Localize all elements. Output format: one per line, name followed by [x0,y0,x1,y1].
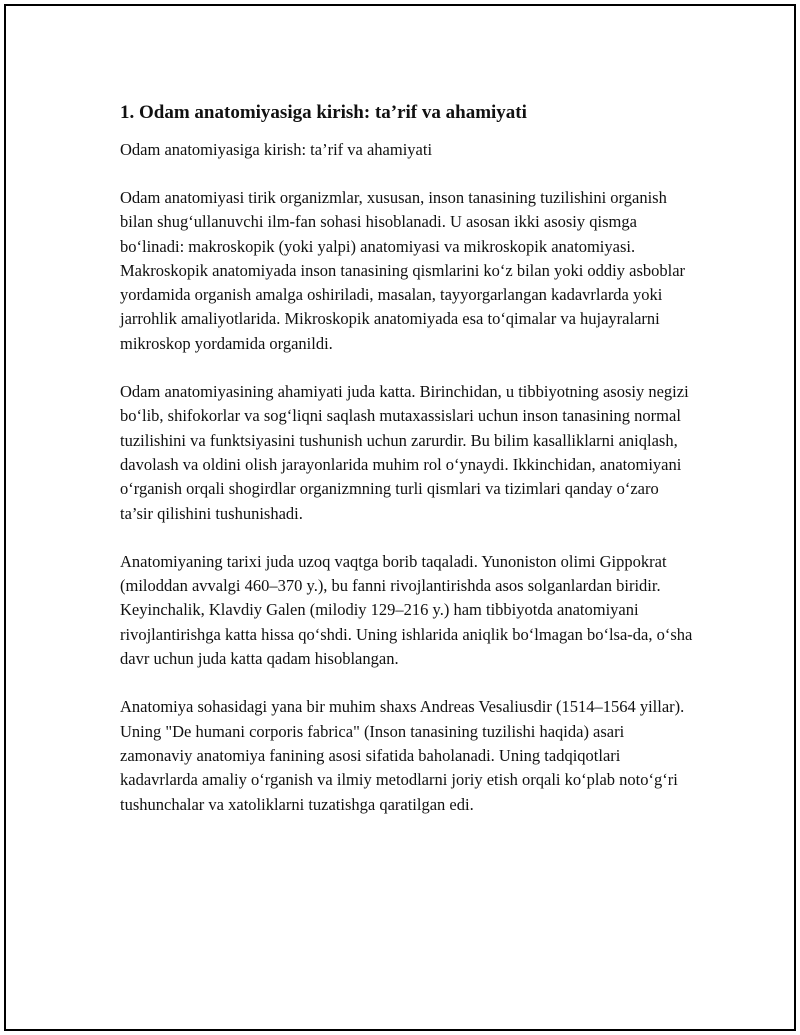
document-body [120,100,695,841]
paragraph-vesalius: Anatomiya sohasidagi yana bir muhim shaxs Andreas Vesaliusdir (1514–1564 yillar). Uning "De humani corporis fabrica" (Inson tanasining tuzilishi haqida) asari zamonaviy anatomiya fanining asosi sifatida baholanadi. Uning tadqiqotlari kadavrlarda amaliy o‘rganish va ilmiy metodlarni joriy etish orqali ko‘plab noto‘g‘ri tushunchalar va xatoliklarni tuzatishga qaratilgan edi. [120,697,685,814]
section-heading: 1. Odam anatomiyasiga kirish: ta’rif va ahamiyati [120,102,527,123]
paragraph-definition: Odam anatomiyasi tirik organizmlar, xususan, inson tanasining tuzilishini organish bilan shug‘ullanuvchi ilm-fan sohasi hisoblanadi. U asosan ikki asosiy qismga bo‘linadi: makroskopik (yoki yalpi) anatomiyasi va mikroskopik anatomiyasi. Makroskopik anatomiyada inson tanasining qismlarini ko‘z bilan yoki oddiy asboblar yordamida organish amalga oshiriladi, masalan, tayyorgarlangan kadavrlarda yoki jarrohlik amaliyotlarida. Mikroskopik anatomiyada esa to‘qimalar va hujayralarni mikroskop yordamida organildi. [120,188,686,353]
paragraph-history: Anatomiyaning tarixi juda uzoq vaqtga borib taqaladi. Yunoniston olimi Gippokrat (miloddan avvalgi 460–370 y.), bu fanni rivojlantirishda asos solganlardan biridir. Keyinchalik, Klavdiy Galen (milodiy 129–216 y.) ham tibbiyotda anatomiyani rivojlantirishga katta hissa qo‘shdi. Uning ishlarida aniqlik bo‘lmagan bo‘lsa-da, o‘sha davr uchun juda katta qadam hisoblangan. [120,551,693,669]
section-subtitle: Odam anatomiyasiga kirish: ta’rif va ahamiyati [120,140,433,159]
paragraph-importance: Odam anatomiyasining ahamiyati juda katta. Birinchidan, u tibbiyotning asosiy negizi bo‘lib, shifokorlar va sog‘liqni saqlash mutaxassislari uchun inson tanasining normal tuzilishini va funktsiyasini tushunish uchun zarurdir. Bu bilim kasalliklarni aniqlash, davolash va oldini olish jarayonlarida muhim rol o‘ynaydi. Ikkinchidan, anatomiyani o‘rganish orqali shogirdlar organizmning turli qismlari va tizimlari qanday o‘zaro ta’sir qilishini tushunishadi. [120,382,689,523]
page-frame [4,4,796,1031]
